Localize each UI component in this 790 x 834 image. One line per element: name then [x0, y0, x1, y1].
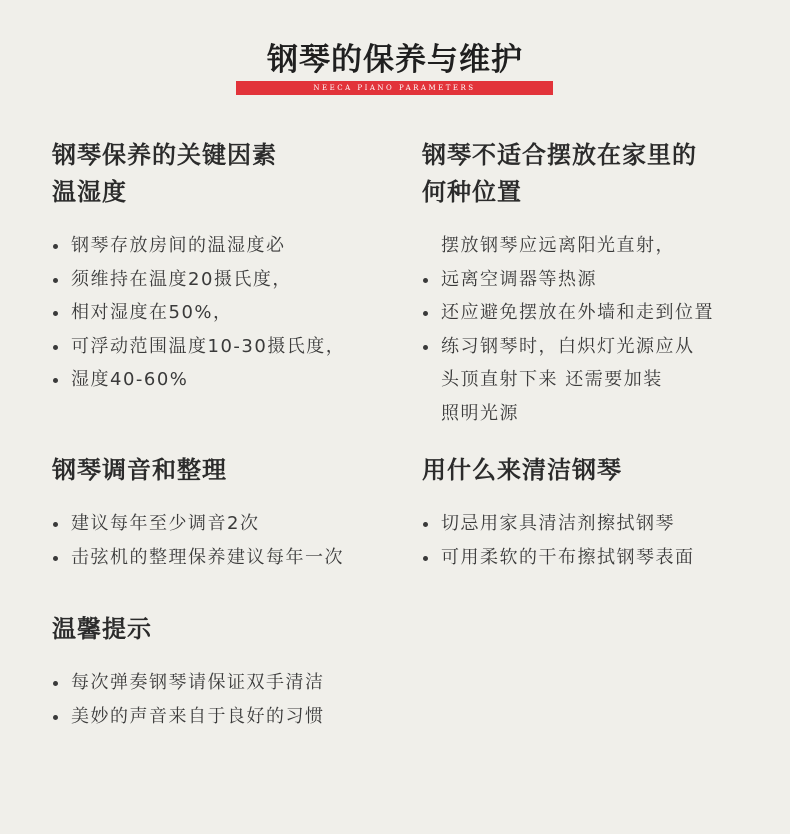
list-item: 可浮动范围温度10-30摄氏度，	[52, 330, 345, 364]
list-item: 钢琴存放房间的温湿度必	[52, 229, 345, 263]
list-item: 击弦机的整理保养建议每年一次	[52, 541, 344, 575]
item-list	[52, 507, 344, 574]
section-tuning	[52, 452, 344, 574]
section-title-line: 用什么来清洁钢琴	[422, 456, 622, 484]
section-title-line: 钢琴不适合摆放在家里的	[422, 141, 697, 169]
list-item: 远离空调器等热源	[422, 263, 714, 297]
section-title-line: 温湿度	[52, 178, 127, 206]
section-humidity	[52, 137, 345, 397]
section-title	[52, 452, 344, 489]
section-cleaning	[422, 452, 695, 574]
section-title	[52, 137, 345, 211]
item-list	[422, 229, 714, 430]
item-list	[52, 229, 345, 397]
section-tips	[52, 611, 325, 733]
list-item: 须维持在温度20摄氏度，	[52, 263, 345, 297]
section-title	[422, 137, 714, 211]
list-item: 还应避免摆放在外墙和走到位置	[422, 296, 714, 330]
list-item: 湿度40-60%	[52, 363, 345, 397]
list-item: 头顶直射下来 还需要加装	[441, 369, 663, 390]
section-title-line: 钢琴保养的关键因素	[52, 141, 277, 169]
list-item: 相对湿度在50%，	[52, 296, 345, 330]
list-item: 摆放钢琴应远离阳光直射，	[441, 235, 675, 256]
section-title-line: 何种位置	[422, 178, 522, 206]
list-item: 美妙的声音来自于良好的习惯	[52, 700, 325, 734]
subtitle-banner: NEECA PIANO PARAMETERS	[236, 81, 553, 95]
list-item: 照明光源	[441, 402, 519, 424]
section-placement	[422, 137, 714, 430]
item-list	[52, 666, 325, 733]
section-title-line: 温馨提示	[52, 615, 152, 643]
list-item: 建议每年至少调音2次	[52, 507, 344, 541]
section-title	[52, 611, 325, 648]
page-title: 钢琴的保养与维护	[267, 42, 523, 78]
section-title	[422, 452, 695, 489]
list-item: 可用柔软的干布擦拭钢琴表面	[422, 541, 695, 575]
list-item: 每次弹奏钢琴请保证双手清洁	[52, 666, 325, 700]
list-item: 练习钢琴时，白炽灯光源应从	[422, 330, 714, 364]
list-item: 切忌用家具清洁剂擦拭钢琴	[422, 507, 695, 541]
section-title-line: 钢琴调音和整理	[52, 456, 227, 484]
item-list	[422, 507, 695, 574]
